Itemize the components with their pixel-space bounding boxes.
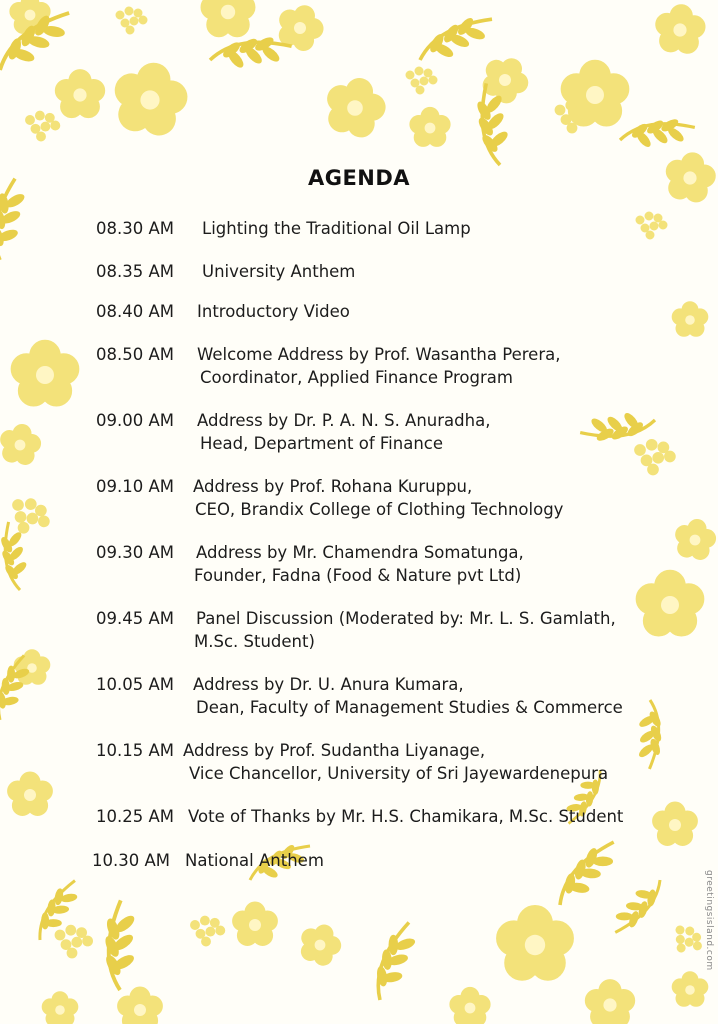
agenda-description-line: Founder, Fadna (Food & Nature pvt Ltd) <box>194 566 522 585</box>
agenda-description <box>193 475 563 521</box>
flower-center <box>690 535 701 546</box>
flower-center <box>25 10 36 21</box>
agenda-description <box>197 409 490 455</box>
agenda-description <box>196 541 524 587</box>
flower-center <box>661 596 679 614</box>
flower-center <box>673 23 686 36</box>
agenda-description-line: Address by Dr. U. Anura Kumara, <box>193 675 464 694</box>
agenda-time: 08.40 AM <box>96 302 175 321</box>
dot-cluster <box>635 440 675 475</box>
agenda-time: 09.45 AM <box>96 609 175 628</box>
flower-center <box>24 789 36 801</box>
agenda-description-line: CEO, Brandix College of Clothing Technology <box>195 500 564 519</box>
dot-cluster <box>26 111 60 141</box>
leaf-sprig <box>620 102 696 162</box>
agenda-description-line: Vice Chancellor, University of Sri Jayewardenepura <box>189 764 609 783</box>
agenda-time: 10.15 AM <box>96 741 175 760</box>
dot-cluster <box>116 7 147 34</box>
agenda-time: 10.30 AM <box>92 851 171 870</box>
dot-cluster <box>191 916 225 946</box>
agenda-description <box>193 673 623 719</box>
agenda-description-line: M.Sc. Student) <box>194 632 315 651</box>
flower-center <box>221 5 235 19</box>
agenda-description <box>185 849 324 872</box>
leaf-sprig <box>604 880 673 935</box>
agenda-description-line: Coordinator, Applied Finance Program <box>200 368 513 387</box>
agenda-description <box>202 217 471 240</box>
dot-cluster <box>55 925 92 957</box>
dot-cluster <box>5 493 55 540</box>
flower-center <box>55 1005 65 1015</box>
agenda-time: 08.30 AM <box>96 219 175 238</box>
leaf-sprig <box>545 839 628 905</box>
agenda-description <box>188 805 623 828</box>
flower-center <box>685 985 695 995</box>
flower-center <box>465 1003 476 1014</box>
dot-cluster <box>636 212 667 239</box>
agenda-description-line: Panel Discussion (Moderated by: Mr. L. S. Gamlath, <box>196 609 616 628</box>
flower-center <box>499 74 511 86</box>
leaf-sprig <box>420 16 492 60</box>
flower-center <box>36 366 54 384</box>
agenda-description-line: Introductory Video <box>197 302 350 321</box>
flower-center <box>140 90 159 109</box>
agenda-time: 10.05 AM <box>96 675 175 694</box>
agenda-description-line: Address by Mr. Chamendra Somatunga, <box>196 543 524 562</box>
agenda-description <box>196 607 616 653</box>
agenda-description-line: Address by Prof. Sudantha Liyanage, <box>183 741 486 760</box>
agenda-time: 09.30 AM <box>96 543 175 562</box>
agenda-description <box>197 343 560 389</box>
flower-center <box>669 819 681 831</box>
agenda-title: AGENDA <box>307 166 411 190</box>
agenda-description-line: Vote of Thanks by Mr. H.S. Chamikara, M.Sc. Student <box>188 807 624 826</box>
flower-center <box>603 998 616 1011</box>
agenda-time: 09.10 AM <box>96 477 175 496</box>
dot-cluster <box>406 67 437 94</box>
watermark: greetingsisland.com <box>704 870 714 971</box>
agenda-description-line: Welcome Address by Prof. Wasantha Perera, <box>197 345 561 364</box>
flower-center <box>525 935 545 955</box>
agenda-description <box>202 260 355 283</box>
leaf-sprig <box>620 700 682 770</box>
agenda-description <box>183 739 608 785</box>
flower-center <box>249 919 261 931</box>
agenda-description-line: Lighting the Traditional Oil Lamp <box>202 219 471 238</box>
agenda-description-line: Address by Dr. P. A. N. S. Anuradha, <box>197 411 491 430</box>
flower-center <box>586 86 604 104</box>
flower-center <box>425 123 436 134</box>
flower-center <box>134 1004 146 1016</box>
flower-center <box>685 315 695 325</box>
agenda-time: 08.35 AM <box>96 262 175 281</box>
flower-center <box>347 100 363 116</box>
flower-center <box>294 22 306 34</box>
agenda-description <box>197 300 350 323</box>
dot-cluster <box>667 921 707 960</box>
agenda-description-line: Head, Department of Finance <box>200 434 443 453</box>
agenda-time: 09.00 AM <box>96 411 175 430</box>
leaf-sprig <box>352 920 435 1000</box>
agenda-description-line: Dean, Faculty of Management Studies & Commerce <box>196 698 623 717</box>
agenda-description-line: National Anthem <box>185 851 324 870</box>
agenda-time: 10.25 AM <box>96 807 175 826</box>
flower-center <box>73 88 86 101</box>
agenda-time: 08.50 AM <box>96 345 175 364</box>
flower-center <box>315 940 326 951</box>
agenda-description-line: University Anthem <box>202 262 356 281</box>
agenda-description-line: Address by Prof. Rohana Kuruppu, <box>193 477 473 496</box>
flower-center <box>15 440 26 451</box>
